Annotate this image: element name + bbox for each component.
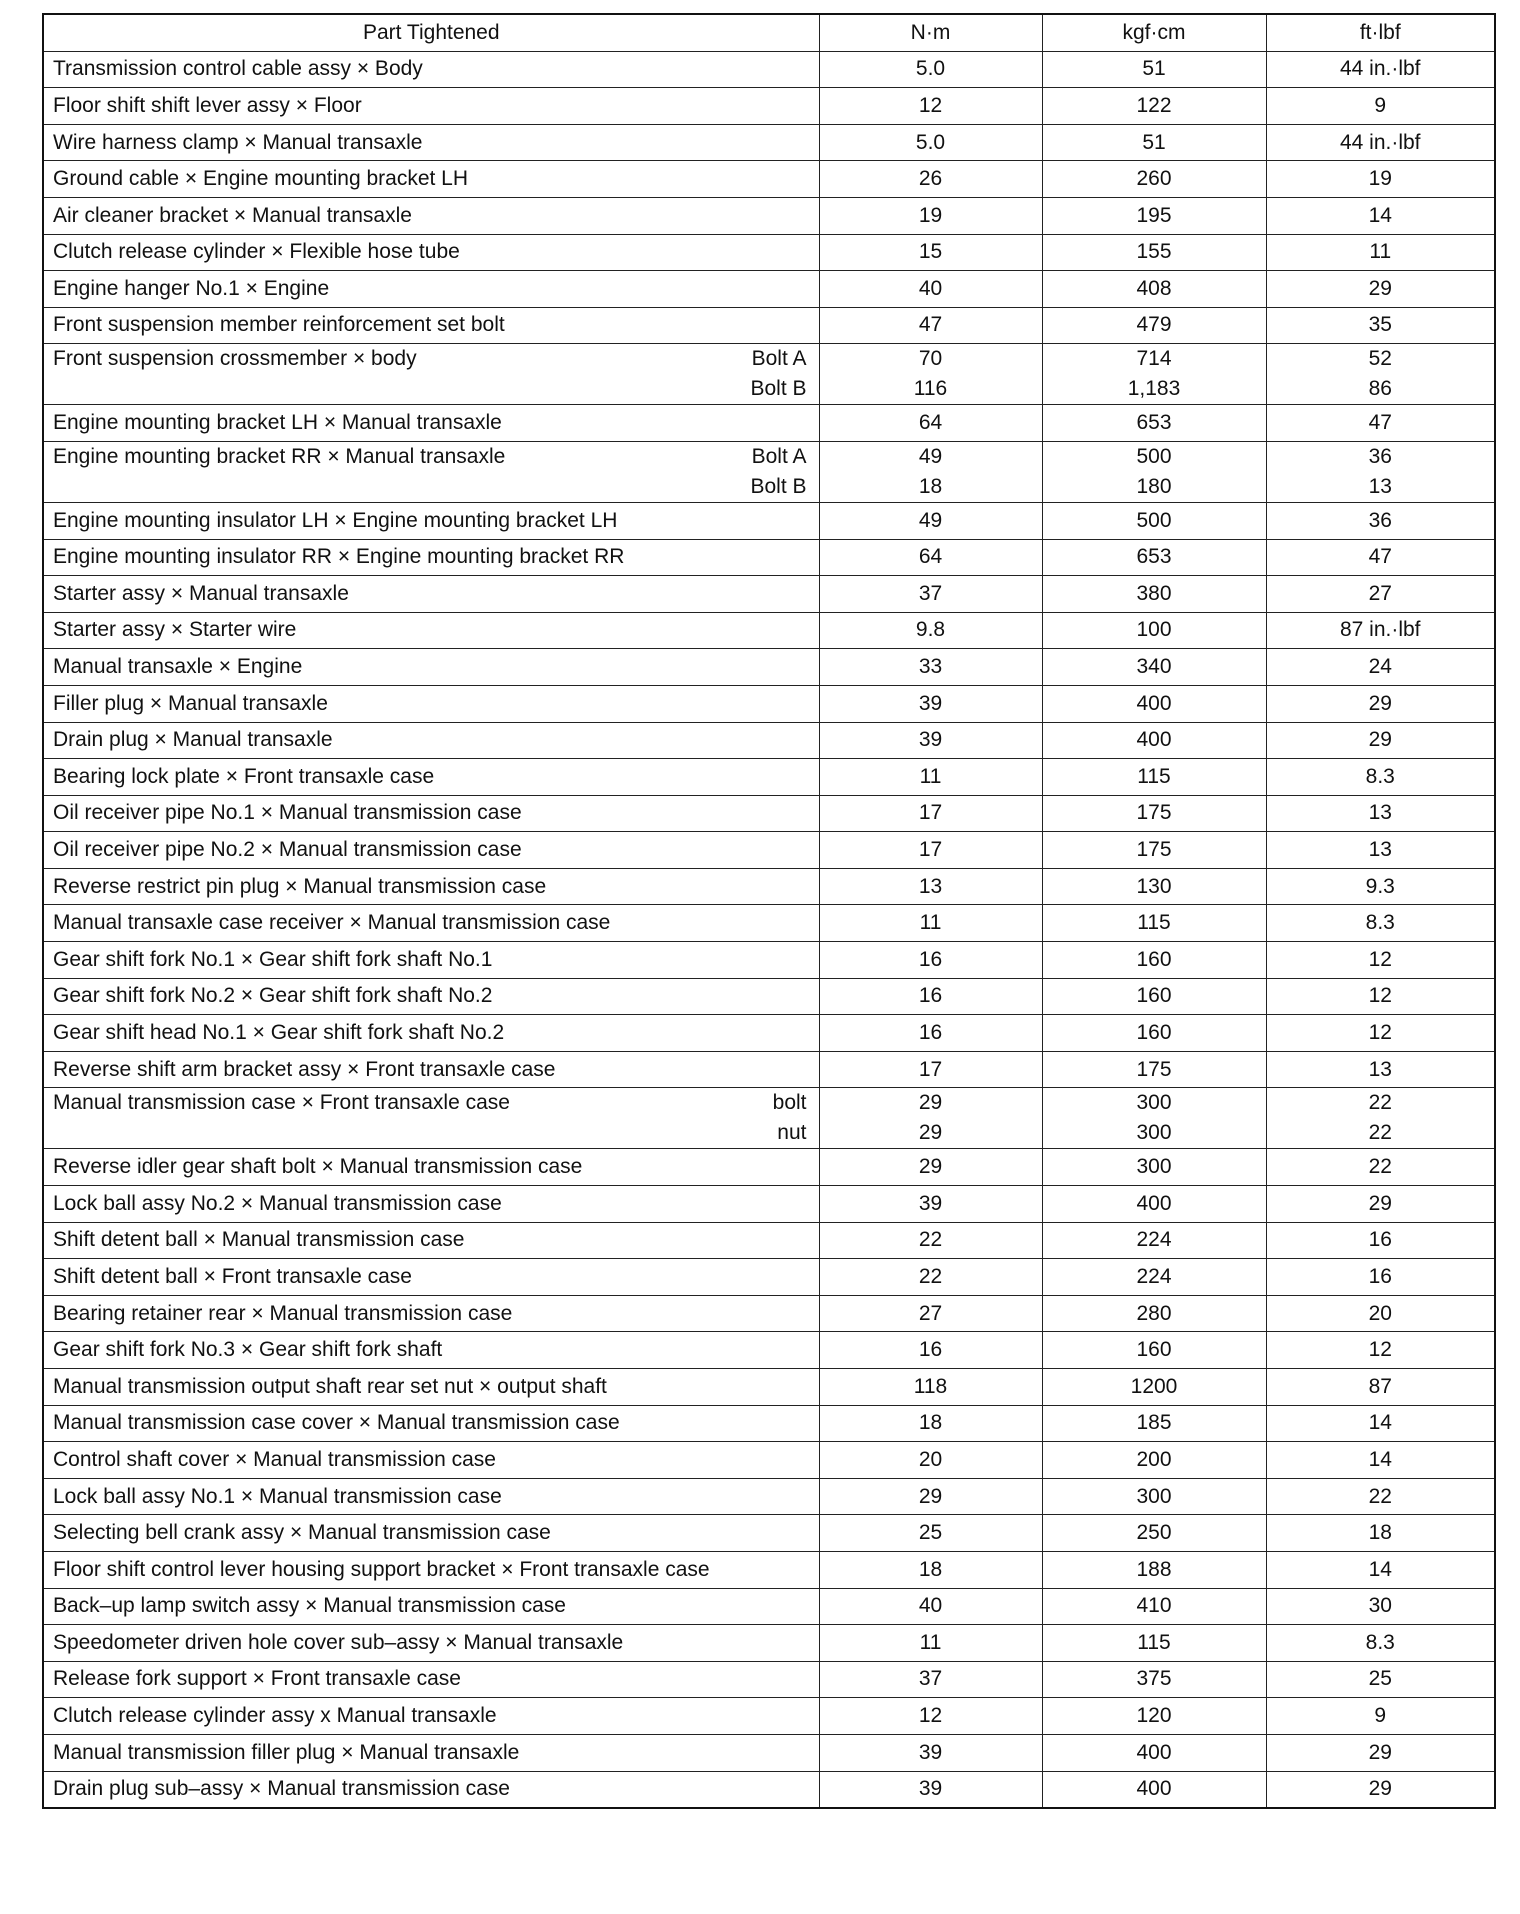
cell-nm: 39 [819,1771,1042,1808]
table-row [43,405,1495,442]
cell-part-tightened: Oil receiver pipe No.2 × Manual transmission case [43,832,819,869]
fastener-label: Bolt B [750,377,807,401]
cell-kgf-cm: 122 [1042,88,1266,125]
cell-kgf-cm: 185 [1042,1405,1266,1442]
cell-kgf-cm: 1200 [1042,1369,1266,1406]
cell-nm [819,344,1042,405]
header-kgf-cm: kgf·cm [1042,14,1266,51]
cell-part-tightened: Ground cable × Engine mounting bracket LH [43,161,819,198]
table-row [43,722,1495,759]
cell-ft-lbf-value: 22 [1368,1121,1392,1145]
table-row [43,1698,1495,1735]
table-row [43,1222,1495,1259]
table-row [43,1405,1495,1442]
cell-nm: 17 [819,832,1042,869]
table-row [43,612,1495,649]
header-part-tightened: Part Tightened [43,14,819,51]
table-row [43,344,1495,405]
cell-nm: 37 [819,576,1042,613]
cell-part-tightened: Starter assy × Starter wire [43,612,819,649]
cell-nm: 11 [819,1625,1042,1662]
cell-nm: 49 [819,502,1042,539]
cell-kgf-cm: 115 [1042,905,1266,942]
table-row [43,271,1495,308]
cell-nm: 40 [819,1588,1042,1625]
cell-part-tightened: Release fork support × Front transaxle case [43,1661,819,1698]
cell-ft-lbf: 29 [1266,271,1495,308]
cell-part-tightened: Lock ball assy No.1 × Manual transmission case [43,1478,819,1515]
fastener-label: nut [777,1121,807,1145]
cell-nm: 16 [819,1015,1042,1052]
cell-kgf-cm: 51 [1042,51,1266,88]
cell-part-tightened: Reverse idler gear shaft bolt × Manual transmission case [43,1149,819,1186]
cell-kgf-cm: 195 [1042,197,1266,234]
cell-ft-lbf: 8.3 [1266,759,1495,796]
cell-ft-lbf: 47 [1266,539,1495,576]
cell-ft-lbf [1266,344,1495,405]
cell-part-tightened: Gear shift fork No.3 × Gear shift fork shaft [43,1332,819,1369]
table-row [43,685,1495,722]
table-row [43,441,1495,502]
cell-nm-value: 70 [918,347,943,371]
table-row [43,234,1495,271]
table-row [43,1186,1495,1223]
cell-nm: 19 [819,197,1042,234]
cell-kgf-cm: 200 [1042,1442,1266,1479]
cell-part-tightened: Manual transmission filler plug × Manual transaxle [43,1734,819,1771]
fastener-label: Bolt B [750,474,807,498]
cell-nm: 20 [819,1442,1042,1479]
cell-kgf-cm: 160 [1042,978,1266,1015]
cell-ft-lbf: 12 [1266,1332,1495,1369]
cell-part-tightened: Gear shift head No.1 × Gear shift fork shaft No.2 [43,1015,819,1052]
table-row [43,1661,1495,1698]
cell-nm: 5.0 [819,51,1042,88]
cell-kgf-cm: 653 [1042,539,1266,576]
cell-ft-lbf: 47 [1266,405,1495,442]
cell-kgf-cm: 408 [1042,271,1266,308]
cell-kgf-cm: 160 [1042,1015,1266,1052]
cell-kgf-cm [1042,441,1266,502]
cell-ft-lbf: 36 [1266,502,1495,539]
table-row [43,795,1495,832]
table-row [43,1625,1495,1662]
cell-ft-lbf: 24 [1266,649,1495,686]
cell-nm-value: 29 [918,1091,943,1115]
cell-kgf-cm: 300 [1042,1149,1266,1186]
table-row [43,124,1495,161]
cell-kgf-cm-value: 500 [1136,444,1172,468]
cell-nm: 64 [819,405,1042,442]
cell-part-tightened: Transmission control cable assy × Body [43,51,819,88]
cell-nm: 39 [819,1734,1042,1771]
cell-ft-lbf: 29 [1266,685,1495,722]
part-name: Front suspension crossmember × body [53,347,417,371]
table-row [43,1149,1495,1186]
header-row [43,14,1495,51]
cell-part-tightened: Manual transaxle × Engine [43,649,819,686]
cell-nm: 17 [819,1051,1042,1088]
cell-ft-lbf: 8.3 [1266,1625,1495,1662]
cell-part-tightened: Control shaft cover × Manual transmission case [43,1442,819,1479]
cell-nm: 37 [819,1661,1042,1698]
cell-part-tightened: Speedometer driven hole cover sub–assy × Manual transaxle [43,1625,819,1662]
cell-kgf-cm: 340 [1042,649,1266,686]
cell-ft-lbf: 29 [1266,1186,1495,1223]
cell-ft-lbf-value: 52 [1368,347,1392,371]
cell-part-tightened: Wire harness clamp × Manual transaxle [43,124,819,161]
cell-nm: 33 [819,649,1042,686]
cell-kgf-cm [1042,1088,1266,1149]
cell-part-tightened: Starter assy × Manual transaxle [43,576,819,613]
cell-kgf-cm: 51 [1042,124,1266,161]
fastener-label: Bolt A [751,347,807,371]
cell-part-tightened: Lock ball assy No.2 × Manual transmission case [43,1186,819,1223]
cell-part-tightened: Back–up lamp switch assy × Manual transmission case [43,1588,819,1625]
cell-part-tightened: Clutch release cylinder assy x Manual transaxle [43,1698,819,1735]
table-row [43,1478,1495,1515]
table-row [43,1771,1495,1808]
cell-ft-lbf: 13 [1266,832,1495,869]
cell-part-tightened: Drain plug sub–assy × Manual transmission case [43,1771,819,1808]
cell-nm: 13 [819,868,1042,905]
cell-nm: 11 [819,905,1042,942]
table-row [43,539,1495,576]
cell-ft-lbf: 29 [1266,1734,1495,1771]
cell-nm: 47 [819,307,1042,344]
cell-ft-lbf: 16 [1266,1259,1495,1296]
cell-kgf-cm: 224 [1042,1259,1266,1296]
cell-nm: 12 [819,88,1042,125]
cell-ft-lbf: 44 in.·lbf [1266,51,1495,88]
cell-part-tightened: Shift detent ball × Manual transmission case [43,1222,819,1259]
cell-part-tightened: Front suspension member reinforcement set bolt [43,307,819,344]
cell-ft-lbf: 12 [1266,978,1495,1015]
cell-ft-lbf: 22 [1266,1478,1495,1515]
cell-part-tightened: Manual transaxle case receiver × Manual transmission case [43,905,819,942]
table-row [43,1088,1495,1149]
cell-nm [819,441,1042,502]
cell-kgf-cm: 130 [1042,868,1266,905]
cell-kgf-cm: 380 [1042,576,1266,613]
cell-part-tightened: Floor shift control lever housing support bracket × Front transaxle case [43,1551,819,1588]
cell-nm-value: 29 [918,1121,943,1145]
cell-nm: 40 [819,271,1042,308]
table-row [43,502,1495,539]
cell-nm: 29 [819,1149,1042,1186]
cell-nm-value: 49 [918,444,943,468]
cell-kgf-cm: 175 [1042,832,1266,869]
cell-kgf-cm: 300 [1042,1478,1266,1515]
cell-part-tightened: Selecting bell crank assy × Manual transmission case [43,1515,819,1552]
cell-kgf-cm: 115 [1042,1625,1266,1662]
cell-ft-lbf: 20 [1266,1295,1495,1332]
cell-kgf-cm: 160 [1042,942,1266,979]
cell-ft-lbf: 12 [1266,1015,1495,1052]
cell-nm: 25 [819,1515,1042,1552]
cell-kgf-cm: 400 [1042,1734,1266,1771]
cell-ft-lbf: 14 [1266,197,1495,234]
cell-part-tightened: Gear shift fork No.2 × Gear shift fork shaft No.2 [43,978,819,1015]
cell-ft-lbf: 9.3 [1266,868,1495,905]
cell-nm: 118 [819,1369,1042,1406]
table-row [43,1015,1495,1052]
cell-kgf-cm: 260 [1042,161,1266,198]
cell-kgf-cm: 400 [1042,1186,1266,1223]
header-nm: N·m [819,14,1042,51]
cell-nm: 5.0 [819,124,1042,161]
table-row [43,307,1495,344]
cell-nm: 22 [819,1222,1042,1259]
table-row [43,649,1495,686]
cell-kgf-cm-value: 714 [1136,347,1172,371]
cell-ft-lbf-value: 36 [1368,444,1392,468]
table-row [43,1734,1495,1771]
cell-nm: 39 [819,685,1042,722]
cell-kgf-cm-value: 300 [1136,1091,1172,1115]
cell-kgf-cm: 375 [1042,1661,1266,1698]
cell-kgf-cm-value: 180 [1136,474,1172,498]
cell-ft-lbf: 14 [1266,1551,1495,1588]
table-row [43,1515,1495,1552]
table-row [43,978,1495,1015]
part-name: Manual transmission case × Front transaxle case [53,1091,510,1115]
cell-ft-lbf: 9 [1266,1698,1495,1735]
cell-ft-lbf-value: 22 [1368,1091,1392,1115]
cell-ft-lbf: 19 [1266,161,1495,198]
cell-nm: 12 [819,1698,1042,1735]
cell-ft-lbf: 29 [1266,1771,1495,1808]
cell-nm: 18 [819,1551,1042,1588]
cell-part-tightened [43,441,819,502]
cell-part-tightened: Engine mounting insulator RR × Engine mounting bracket RR [43,539,819,576]
cell-nm: 39 [819,722,1042,759]
cell-nm: 16 [819,942,1042,979]
cell-kgf-cm: 280 [1042,1295,1266,1332]
cell-kgf-cm [1042,344,1266,405]
cell-kgf-cm: 175 [1042,1051,1266,1088]
cell-part-tightened: Filler plug × Manual transaxle [43,685,819,722]
table-row [43,1051,1495,1088]
cell-nm: 22 [819,1259,1042,1296]
cell-part-tightened: Floor shift shift lever assy × Floor [43,88,819,125]
cell-nm: 17 [819,795,1042,832]
cell-ft-lbf: 13 [1266,795,1495,832]
cell-ft-lbf: 44 in.·lbf [1266,124,1495,161]
cell-nm: 15 [819,234,1042,271]
cell-kgf-cm-value: 300 [1136,1121,1172,1145]
cell-kgf-cm: 653 [1042,405,1266,442]
table-header [43,14,1495,51]
cell-ft-lbf: 14 [1266,1405,1495,1442]
table-row [43,868,1495,905]
cell-kgf-cm: 115 [1042,759,1266,796]
cell-ft-lbf: 87 [1266,1369,1495,1406]
cell-part-tightened: Shift detent ball × Front transaxle case [43,1259,819,1296]
fastener-label: bolt [772,1091,807,1115]
table-row [43,197,1495,234]
table-row [43,1551,1495,1588]
cell-part-tightened: Oil receiver pipe No.1 × Manual transmission case [43,795,819,832]
table-row [43,161,1495,198]
table-row [43,1332,1495,1369]
cell-part-tightened: Clutch release cylinder × Flexible hose tube [43,234,819,271]
cell-kgf-cm: 400 [1042,722,1266,759]
cell-part-tightened [43,1088,819,1149]
cell-kgf-cm: 120 [1042,1698,1266,1735]
cell-ft-lbf [1266,441,1495,502]
cell-part-tightened: Engine mounting bracket LH × Manual transaxle [43,405,819,442]
table-row [43,1295,1495,1332]
cell-part-tightened: Drain plug × Manual transaxle [43,722,819,759]
table-body [43,51,1495,1808]
table-row [43,576,1495,613]
cell-ft-lbf: 30 [1266,1588,1495,1625]
cell-nm: 18 [819,1405,1042,1442]
cell-kgf-cm: 479 [1042,307,1266,344]
cell-nm: 16 [819,1332,1042,1369]
table-row [43,1588,1495,1625]
cell-kgf-cm: 250 [1042,1515,1266,1552]
part-name: Engine mounting bracket RR × Manual transaxle [53,444,506,468]
cell-part-tightened: Bearing retainer rear × Manual transmission case [43,1295,819,1332]
cell-kgf-cm: 500 [1042,502,1266,539]
cell-ft-lbf: 25 [1266,1661,1495,1698]
cell-kgf-cm: 100 [1042,612,1266,649]
table-row [43,759,1495,796]
cell-ft-lbf: 8.3 [1266,905,1495,942]
cell-nm: 29 [819,1478,1042,1515]
cell-ft-lbf: 11 [1266,234,1495,271]
cell-ft-lbf: 29 [1266,722,1495,759]
table-row [43,905,1495,942]
cell-part-tightened: Air cleaner bracket × Manual transaxle [43,197,819,234]
cell-nm: 64 [819,539,1042,576]
cell-nm: 16 [819,978,1042,1015]
table-row [43,1442,1495,1479]
cell-part-tightened: Reverse shift arm bracket assy × Front transaxle case [43,1051,819,1088]
cell-kgf-cm: 155 [1042,234,1266,271]
cell-ft-lbf: 12 [1266,942,1495,979]
cell-ft-lbf: 13 [1266,1051,1495,1088]
cell-part-tightened: Reverse restrict pin plug × Manual transmission case [43,868,819,905]
cell-part-tightened: Gear shift fork No.1 × Gear shift fork shaft No.1 [43,942,819,979]
cell-part-tightened [43,344,819,405]
cell-part-tightened: Manual transmission output shaft rear set nut × output shaft [43,1369,819,1406]
cell-part-tightened: Bearing lock plate × Front transaxle case [43,759,819,796]
cell-ft-lbf: 9 [1266,88,1495,125]
table-row [43,1369,1495,1406]
cell-nm: 9.8 [819,612,1042,649]
table-row [43,832,1495,869]
cell-nm-value: 18 [918,474,943,498]
cell-kgf-cm: 160 [1042,1332,1266,1369]
cell-kgf-cm-value: 1,183 [1127,377,1181,401]
cell-kgf-cm: 400 [1042,1771,1266,1808]
cell-kgf-cm: 410 [1042,1588,1266,1625]
table-row [43,942,1495,979]
cell-ft-lbf-value: 86 [1368,377,1392,401]
cell-part-tightened: Manual transmission case cover × Manual transmission case [43,1405,819,1442]
cell-ft-lbf: 18 [1266,1515,1495,1552]
cell-ft-lbf [1266,1088,1495,1149]
table-row [43,1259,1495,1296]
cell-ft-lbf: 87 in.·lbf [1266,612,1495,649]
cell-nm: 39 [819,1186,1042,1223]
cell-ft-lbf-value: 13 [1368,474,1392,498]
header-ft-lbf: ft·lbf [1266,14,1495,51]
cell-kgf-cm: 224 [1042,1222,1266,1259]
cell-nm-value: 116 [913,377,948,401]
cell-part-tightened: Engine mounting insulator LH × Engine mounting bracket LH [43,502,819,539]
cell-kgf-cm: 400 [1042,685,1266,722]
cell-nm: 27 [819,1295,1042,1332]
table-row [43,51,1495,88]
cell-ft-lbf: 16 [1266,1222,1495,1259]
cell-kgf-cm: 188 [1042,1551,1266,1588]
table-row [43,88,1495,125]
cell-ft-lbf: 35 [1266,307,1495,344]
cell-part-tightened: Engine hanger No.1 × Engine [43,271,819,308]
cell-nm: 26 [819,161,1042,198]
cell-nm [819,1088,1042,1149]
cell-nm: 11 [819,759,1042,796]
torque-spec-table [42,13,1496,1809]
cell-kgf-cm: 175 [1042,795,1266,832]
cell-ft-lbf: 14 [1266,1442,1495,1479]
cell-ft-lbf: 22 [1266,1149,1495,1186]
fastener-label: Bolt A [751,444,807,468]
cell-ft-lbf: 27 [1266,576,1495,613]
